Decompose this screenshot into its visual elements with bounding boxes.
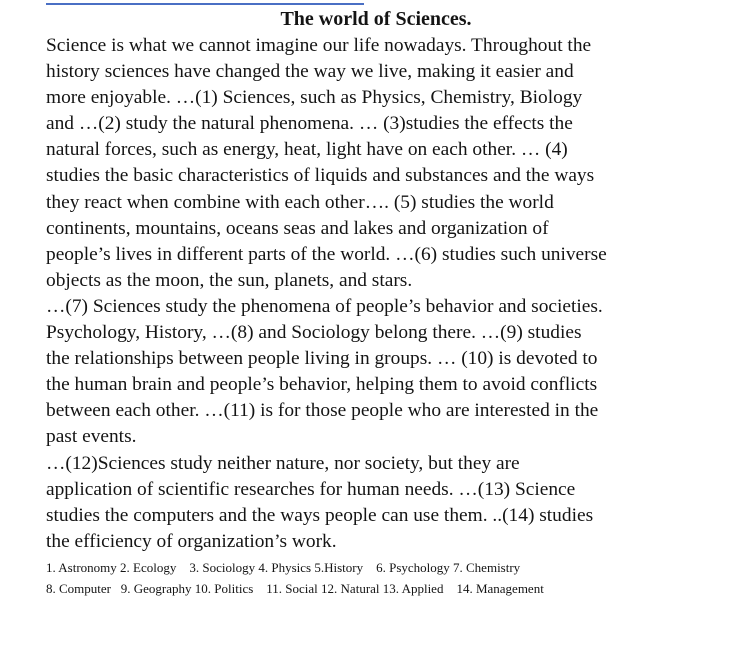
option-item: 10. Politics bbox=[194, 580, 254, 596]
text-line: Science is what we cannot imagine our life nowadays. Throughout the bbox=[46, 35, 592, 56]
text-line: studies the basic characteristics of liquids and substances and the ways bbox=[46, 165, 595, 187]
text-line: Psychology, History, …(8) and Sociology belong there. …(9) studies bbox=[46, 322, 582, 344]
paragraph-social-sciences bbox=[46, 294, 736, 451]
option-item: 4. Physics bbox=[258, 559, 312, 575]
text-line: application of scientific researches for human needs. …(13) Science bbox=[46, 478, 576, 500]
text-line: studies the computers and the ways people can use them. ..(14) studies bbox=[46, 504, 594, 526]
paragraph-applied-sciences bbox=[46, 451, 736, 555]
text-line: objects as the moon, the sun, planets, and stars. bbox=[46, 269, 413, 291]
text-line: …(12)Sciences study neither nature, nor society, but they are bbox=[46, 452, 520, 474]
text-line: between each other. …(11) is for those people who are interested in the bbox=[46, 400, 599, 422]
text-line: people’s lives in different parts of the world. …(6) studies such universe bbox=[46, 243, 607, 265]
option-item: 9. Geography bbox=[120, 580, 192, 596]
option-item: 14. Management bbox=[456, 580, 544, 596]
options-row-2 bbox=[46, 578, 736, 599]
option-item: 7. Chemistry bbox=[453, 559, 521, 575]
option-item: 3. Sociology bbox=[189, 559, 259, 575]
document-title: The world of Sciences. bbox=[280, 8, 472, 30]
option-item: 1. Astronomy bbox=[46, 559, 121, 575]
option-item: 11. Social bbox=[266, 580, 318, 596]
options-row-1 bbox=[46, 557, 736, 578]
option-item: 12. Natural bbox=[321, 580, 380, 596]
text-line: …(7) Sciences study the phenomena of people’s behavior and societies. bbox=[46, 295, 603, 317]
top-rule-line bbox=[46, 0, 364, 5]
text-line: and …(2) study the natural phenomena. … (3)studies the effects the bbox=[46, 113, 573, 135]
text-line: continents, mountains, oceans seas and lakes and organization of bbox=[46, 217, 549, 239]
text-line: more enjoyable. …(1) Sciences, such as Physics, Chemistry, Biology bbox=[46, 87, 583, 109]
text-line: the relationships between people living in groups. … (10) is devoted to bbox=[46, 348, 598, 370]
text-line: history sciences have changed the way we live, making it easier and bbox=[46, 61, 574, 83]
option-item: 13. Applied bbox=[382, 580, 444, 596]
option-item: 8. Computer bbox=[46, 580, 111, 596]
text-line: the efficiency of organization’s work. bbox=[46, 530, 337, 552]
answer-options bbox=[46, 557, 736, 599]
option-item: 2. Ecology bbox=[120, 559, 177, 575]
text-line: natural forces, such as energy, heat, light have on each other. … (4) bbox=[46, 139, 568, 161]
document-page bbox=[46, 6, 736, 599]
text-line: they react when combine with each other…. (5) studies the world bbox=[46, 191, 554, 213]
option-item: 5.History bbox=[314, 559, 364, 575]
text-line: past events. bbox=[46, 426, 137, 448]
option-item: 6. Psychology bbox=[376, 559, 454, 575]
paragraph-natural-sciences bbox=[46, 33, 736, 294]
text-line: the human brain and people’s behavior, helping them to avoid conflicts bbox=[46, 374, 598, 396]
